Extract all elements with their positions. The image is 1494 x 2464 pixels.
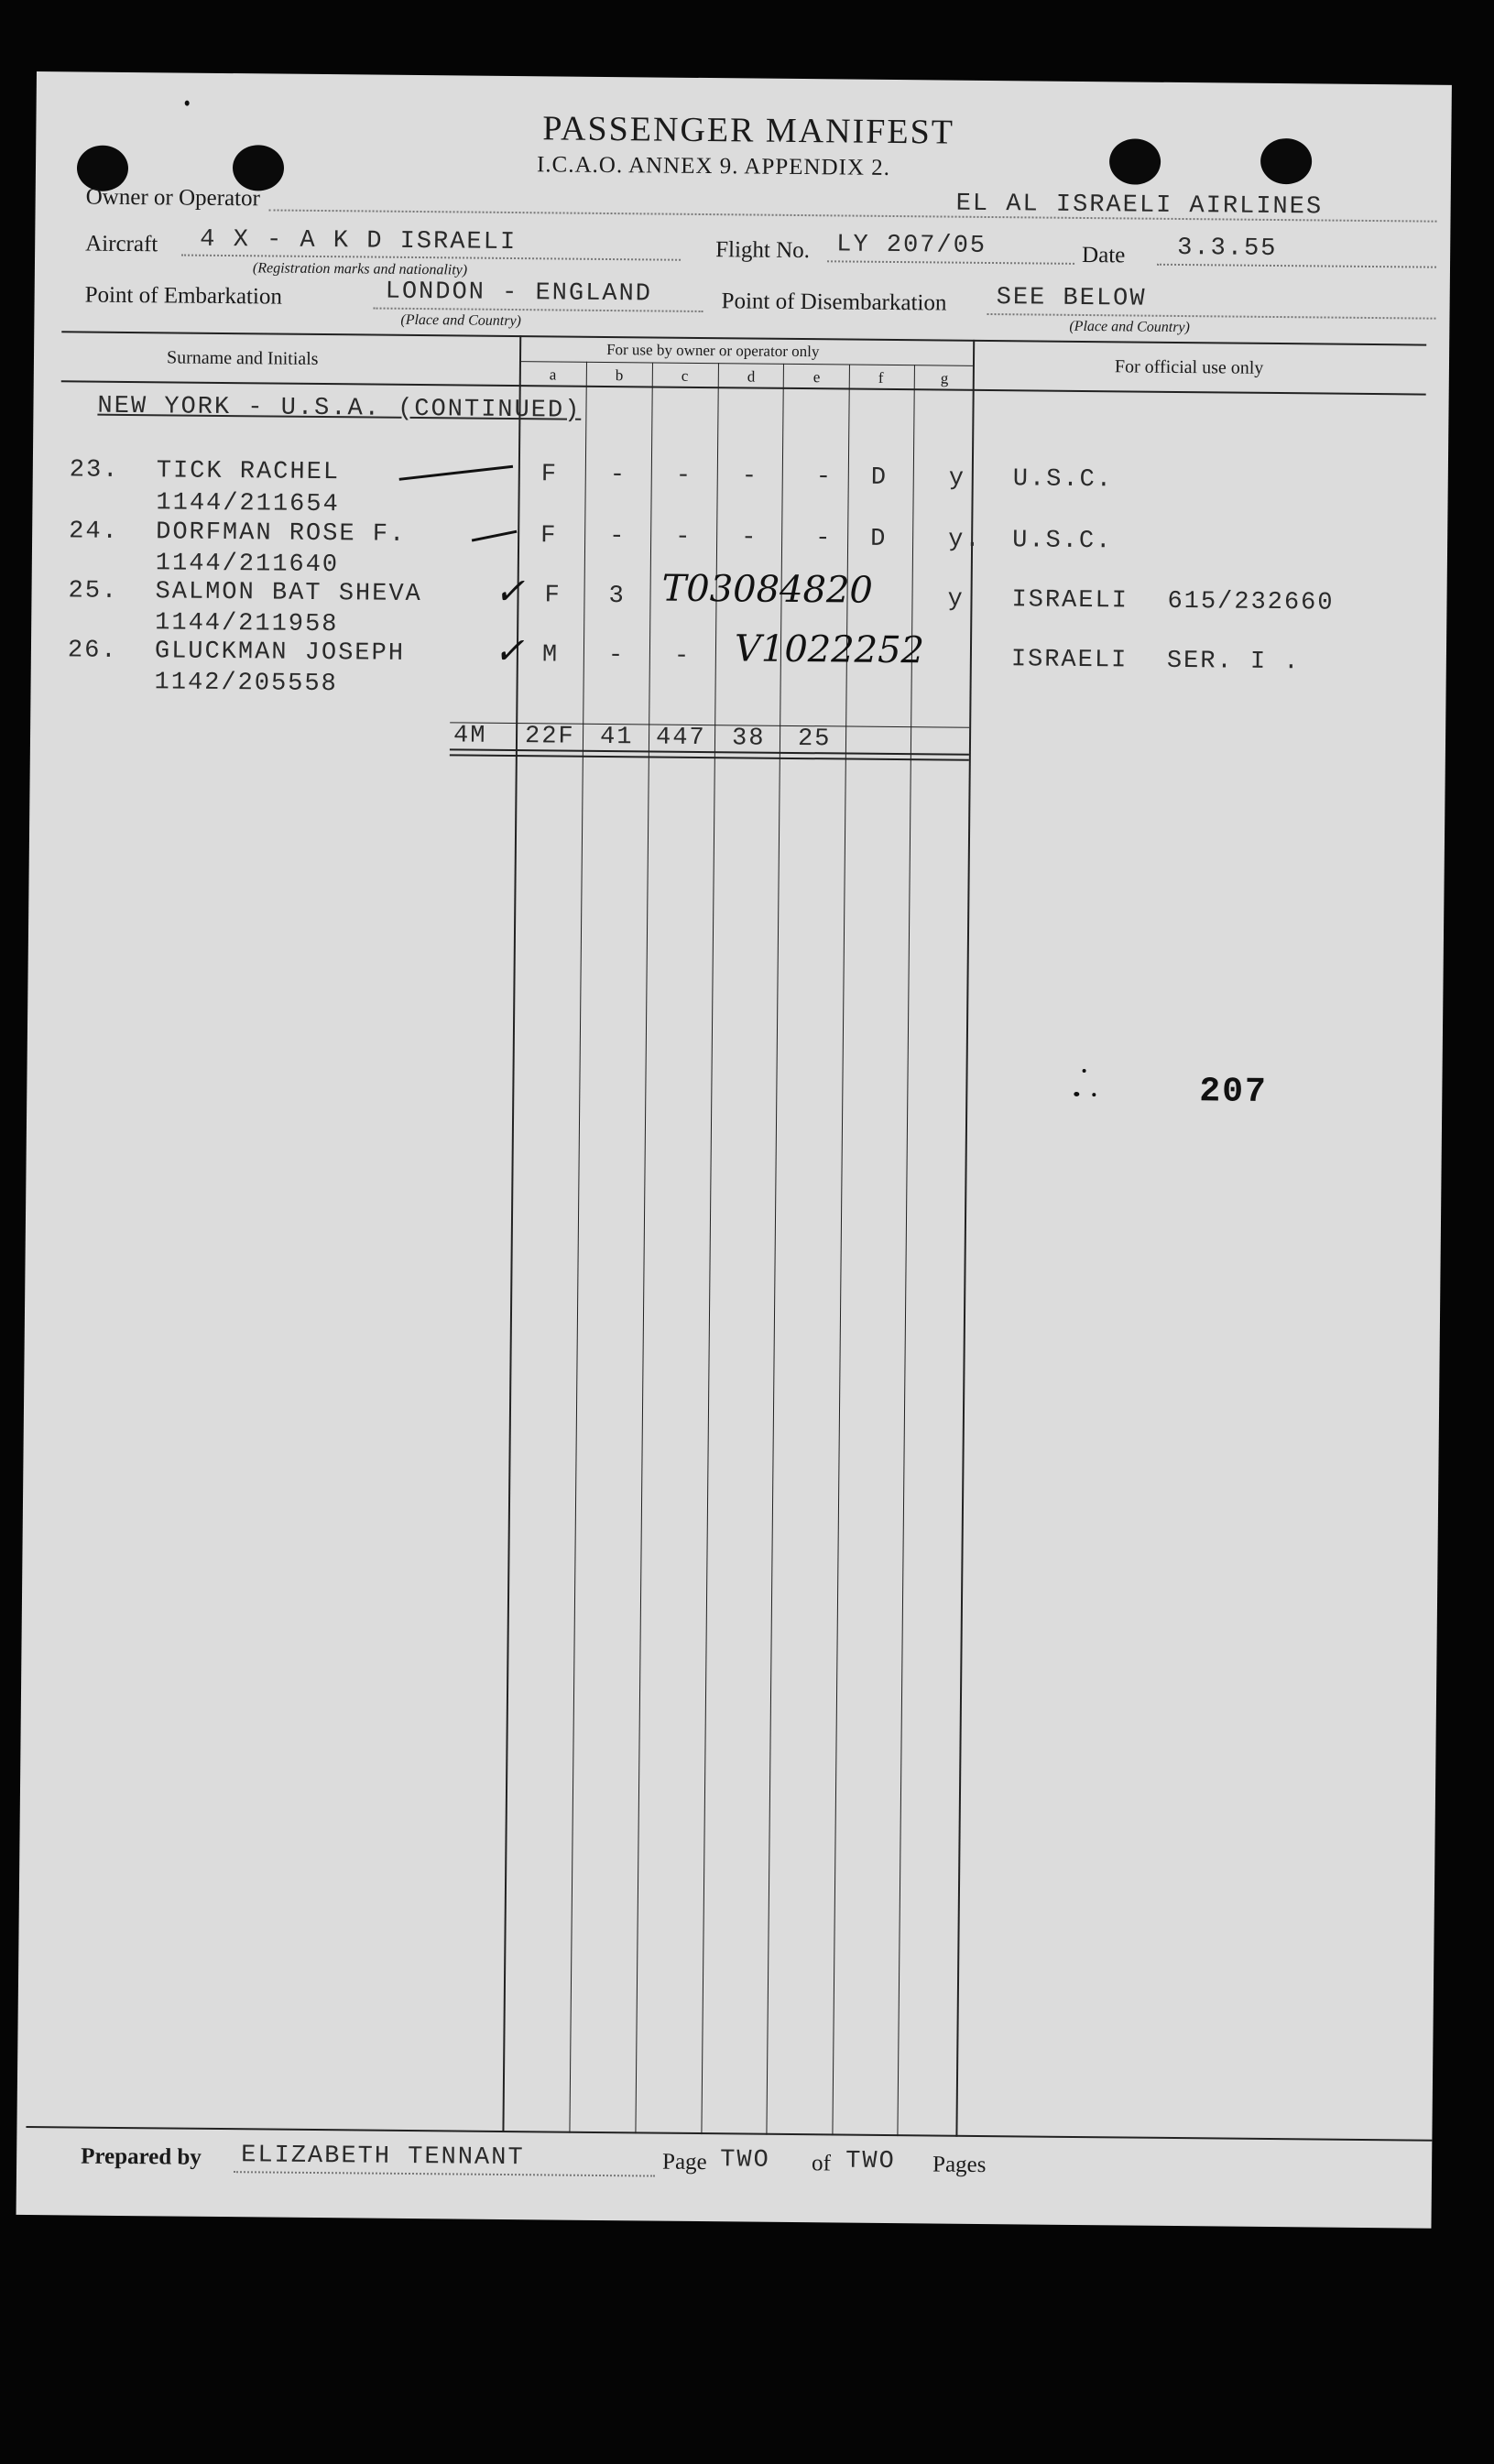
cell-g: y bbox=[948, 464, 966, 493]
cell-a: F bbox=[540, 522, 558, 551]
totals-label: 4M bbox=[453, 722, 487, 750]
page-title: PASSENGER MANIFEST bbox=[542, 109, 955, 152]
official-note-detail: SER. I . bbox=[1166, 647, 1301, 677]
column-rule bbox=[569, 362, 587, 2133]
flight-line bbox=[827, 260, 1074, 265]
cell-b: - bbox=[609, 523, 627, 551]
punch-hole bbox=[1260, 138, 1312, 185]
cell-b: - bbox=[607, 642, 626, 671]
surname-header: Surname and Initials bbox=[166, 347, 319, 369]
flight-value: LY 207/05 bbox=[836, 231, 987, 260]
total-c: 447 bbox=[655, 724, 706, 753]
table-header-rule bbox=[61, 380, 1426, 395]
total-e: 25 bbox=[797, 725, 832, 754]
cell-f: D bbox=[870, 463, 889, 492]
registration-note: (Registration marks and nationality) bbox=[252, 260, 468, 278]
cell-a: M bbox=[541, 641, 560, 670]
cell-e: - bbox=[814, 525, 833, 553]
cell-c: - bbox=[673, 642, 692, 671]
handwritten-number: T03084820 bbox=[661, 567, 874, 612]
cell-e: - bbox=[815, 463, 834, 492]
owner-value: EL AL ISRAELI AIRLINES bbox=[955, 190, 1324, 222]
owner-use-header: For use by owner or operator only bbox=[606, 340, 820, 361]
ink-speck bbox=[1092, 1093, 1096, 1096]
check-mark: ✓ bbox=[493, 629, 525, 673]
date-line bbox=[1157, 264, 1436, 268]
ticket-number: 1142/205558 bbox=[154, 669, 338, 699]
section-title: NEW YORK - U.S.A. (CONTINUED) bbox=[97, 392, 582, 425]
official-note: U.S.C. bbox=[1011, 527, 1113, 556]
column-header-b: b bbox=[615, 366, 624, 385]
passenger-name: DORFMAN ROSE F. bbox=[156, 518, 407, 549]
disembarkation-note: (Place and Country) bbox=[1069, 318, 1190, 336]
pen-stroke bbox=[399, 465, 514, 481]
cell-a: F bbox=[544, 582, 562, 610]
column-rule bbox=[701, 363, 719, 2134]
cell-d: - bbox=[741, 524, 758, 552]
total-a: 22F bbox=[524, 723, 575, 751]
official-note: ISRAELI bbox=[1011, 586, 1129, 616]
cell-d: - bbox=[741, 463, 759, 491]
punch-hole bbox=[233, 145, 284, 191]
aircraft-label: Aircraft bbox=[85, 231, 158, 257]
footer-rule bbox=[26, 2126, 1432, 2142]
column-header-g: g bbox=[940, 369, 949, 387]
date-value: 3.3.55 bbox=[1177, 234, 1278, 264]
column-group-rule bbox=[519, 361, 973, 366]
embarkation-note: (Place and Country) bbox=[400, 311, 522, 330]
cell-g: y. bbox=[947, 526, 982, 554]
embarkation-label: Point of Embarkation bbox=[84, 282, 283, 310]
punch-hole bbox=[1109, 138, 1161, 185]
page-value: TWO bbox=[720, 2146, 770, 2175]
official-note: ISRAELI bbox=[1010, 646, 1129, 675]
passenger-name: SALMON BAT SHEVA bbox=[155, 578, 422, 609]
manifest-sheet bbox=[16, 71, 1452, 2229]
cell-b: - bbox=[609, 462, 627, 490]
flight-label: Flight No. bbox=[715, 237, 811, 264]
row-number: 23. bbox=[69, 456, 120, 485]
cell-c: - bbox=[675, 462, 693, 490]
cell-c: - bbox=[675, 523, 692, 551]
owner-label: Owner or Operator bbox=[85, 184, 261, 212]
official-note-detail: 615/232660 bbox=[1167, 587, 1335, 617]
ticket-number: 1144/211654 bbox=[156, 489, 340, 519]
official-note: U.S.C. bbox=[1012, 465, 1114, 495]
total-b: 41 bbox=[599, 723, 634, 752]
page-subtitle: I.C.A.O. ANNEX 9. APPENDIX 2. bbox=[536, 152, 891, 180]
column-header-e: e bbox=[812, 368, 821, 387]
of-value: TWO bbox=[845, 2147, 896, 2176]
passenger-name: TICK RACHEL bbox=[156, 457, 341, 487]
official-use-header: For official use only bbox=[1114, 356, 1264, 378]
aircraft-value: 4 X - A K D ISRAELI bbox=[200, 225, 518, 257]
passenger-name: GLUCKMAN JOSEPH bbox=[154, 638, 406, 668]
handwritten-number: V1022252 bbox=[734, 627, 925, 672]
ticket-number: 1144/211640 bbox=[155, 550, 340, 580]
cell-b: 3 bbox=[608, 583, 626, 611]
ink-speck bbox=[185, 101, 190, 106]
disembarkation-line bbox=[987, 313, 1435, 320]
ink-speck bbox=[1083, 1069, 1086, 1073]
prepared-label: Prepared by bbox=[81, 2143, 202, 2170]
column-header-d: d bbox=[747, 367, 756, 386]
disembarkation-value: SEE BELOW bbox=[996, 284, 1147, 313]
disembarkation-label: Point of Disembarkation bbox=[721, 289, 947, 316]
date-label: Date bbox=[1081, 242, 1126, 268]
page-label: Page bbox=[661, 2149, 707, 2175]
prepared-line bbox=[234, 2171, 655, 2176]
column-header-f: f bbox=[878, 368, 884, 387]
stamp-number: 207 bbox=[1199, 1072, 1268, 1112]
column-rule bbox=[635, 362, 653, 2133]
row-number: 25. bbox=[68, 577, 119, 605]
ink-speck bbox=[1074, 1092, 1079, 1096]
cell-g: y bbox=[947, 585, 965, 614]
total-d: 38 bbox=[731, 725, 766, 753]
pages-label: Pages bbox=[932, 2152, 987, 2178]
totals-bottom-rule-2 bbox=[450, 754, 969, 760]
column-header-c: c bbox=[681, 366, 689, 385]
of-label: of bbox=[811, 2151, 832, 2176]
check-mark: ✓ bbox=[494, 570, 526, 614]
ticket-number: 1144/211958 bbox=[155, 609, 339, 639]
prepared-value: ELIZABETH TENNANT bbox=[241, 2142, 525, 2173]
cell-f: D bbox=[869, 525, 888, 553]
cell-a: F bbox=[540, 461, 559, 489]
pen-stroke bbox=[472, 530, 518, 542]
column-header-a: a bbox=[549, 365, 557, 384]
row-number: 26. bbox=[67, 637, 118, 665]
row-number: 24. bbox=[69, 518, 119, 546]
embarkation-value: LONDON - ENGLAND bbox=[385, 278, 653, 309]
